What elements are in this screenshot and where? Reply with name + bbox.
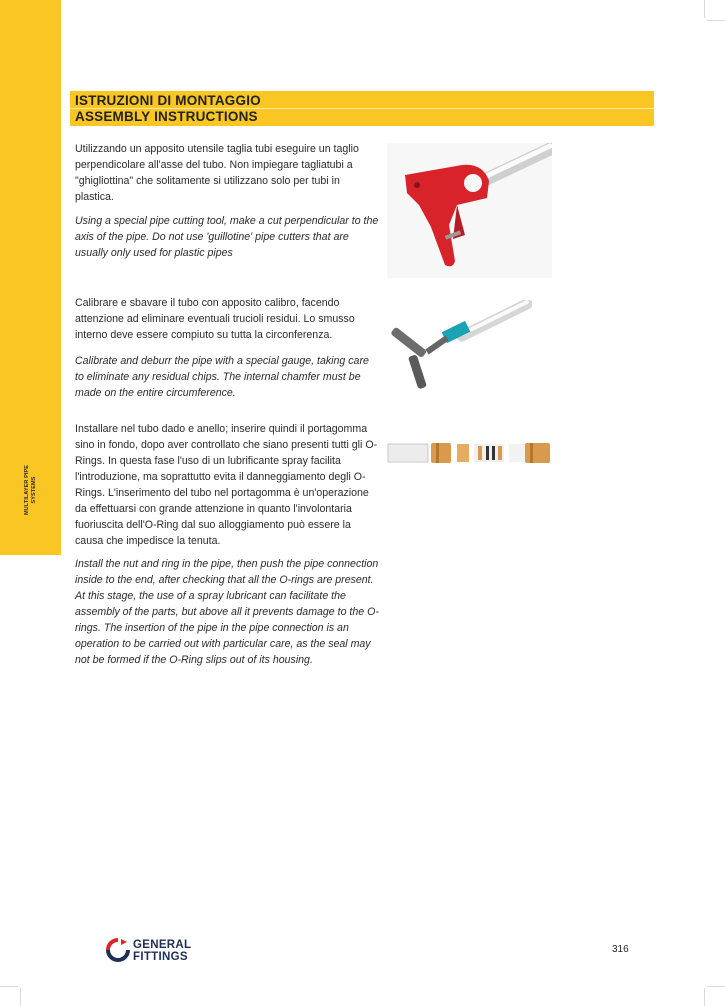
- step1-text-english: Using a special pipe cutting tool, make a cut perpendicular to the axis of the pipe. Do not use 'guillotine' pipe cutters that are usually only used for plastic pipes: [75, 215, 379, 259]
- page-title-italian: ISTRUZIONI DI MONTAGGIO: [75, 93, 261, 108]
- crop-mark: [704, 0, 705, 18]
- section-header: [70, 91, 654, 126]
- calibration-gauge-image: [387, 300, 532, 395]
- crop-mark: [707, 20, 725, 21]
- pipe-cutter-image: [387, 143, 552, 278]
- logo-text-line1: GENERAL: [133, 939, 192, 951]
- step2-text-italian: Calibrare e sbavare il tubo con apposito calibro, facendo attenzione ad eliminare eventuali trucioli residui. Lo smusso interno deve essere compiuto su tutta la circonferenza.: [75, 297, 355, 341]
- section-label: [24, 450, 38, 530]
- section-label-line1: MULTILAYER PIPE: [24, 464, 30, 516]
- logo-mark-icon: [105, 937, 131, 963]
- step1-text-italian: Utilizzando un apposito utensile taglia tubi eseguire un taglio perpendicolare all'asse del tubo. Non impiegare tagliatubi a "ghigliottina" che solitamente si utilizzano solo per tubi in plastica.: [75, 143, 359, 203]
- page-title-english: ASSEMBLY INSTRUCTIONS: [75, 109, 258, 124]
- general-fittings-logo: [105, 937, 215, 965]
- step3-text-italian: Installare nel tubo dado e anello; inserire quindi il portagomma sino in fondo, dopo aver controllato che siano presenti tutti gli O-Rings. In questa fase l'uso di un lubrificante spray facilita l'introduzione, ma soprattutto evita il danneggiamento degli O-Rings. L'inserimento del tubo nel portagomma è un'operazione da effettuarsi con grande attenzione in quanto l'involontaria fuoriuscita dell'O-Ring dal suo alloggiamento può essere la causa che impedisce la tenuta.: [75, 423, 378, 547]
- logo-text-line2: FITTINGS: [133, 951, 188, 963]
- crop-mark: [704, 988, 705, 1006]
- step2-text-english: Calibrate and deburr the pipe with a special gauge, taking care to eliminate any residual chips. The internal chamfer must be made on the entire circumference.: [75, 355, 369, 399]
- page-number: 316: [612, 944, 629, 955]
- crop-mark: [20, 988, 21, 1006]
- fitting-assembly-image: [387, 440, 552, 466]
- section-label-line2: SYSTEMS: [31, 476, 37, 504]
- crop-mark: [707, 986, 725, 987]
- step3-text-english: Install the nut and ring in the pipe, then push the pipe connection inside to the end, after checking that all the O-rings are present. At this stage, the use of a spray lubricant can facilitate the assembly of the parts, but above all it prevents damage to the O-rings. The insertion of the pipe in the pipe connection is an operation to be carried out with particular care, as the seal may not be formed if the O-Ring slips out of its housing.: [75, 558, 379, 666]
- crop-mark: [0, 986, 18, 987]
